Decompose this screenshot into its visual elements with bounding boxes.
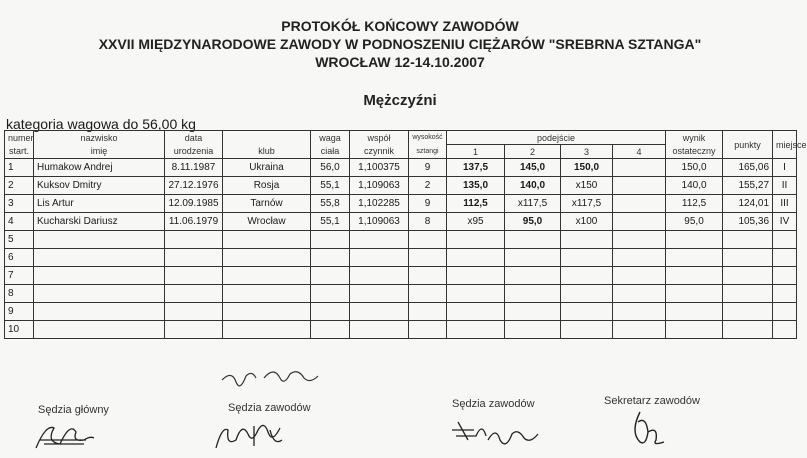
cell-final-result: 95,0 — [666, 213, 723, 231]
cell-final-result — [666, 249, 723, 267]
cell-club — [223, 321, 311, 339]
cell-number: 7 — [5, 267, 34, 285]
col-ciala: ciała — [311, 145, 350, 159]
protocol-title: PROTOKÓŁ KOŃCOWY ZAWODÓW — [281, 18, 519, 34]
competition-name: XXVII MIĘDZYNARODOWE ZAWODY W PODNOSZENIU CIĘŻARÓW "SREBRNA SZTANGA" — [98, 36, 702, 52]
cell-points: 155,27 — [723, 177, 773, 195]
cell-coefficient — [350, 321, 409, 339]
cell-club — [223, 267, 311, 285]
cell-birthdate — [165, 267, 223, 285]
cell-place — [773, 321, 797, 339]
cell-bodyweight: 55,8 — [311, 195, 350, 213]
cell-bodyweight: 56,0 — [311, 159, 350, 177]
cell-attempt-2 — [505, 321, 561, 339]
competition-place-date: WROCŁAW 12-14.10.2007 — [315, 54, 485, 70]
cell-attempt-2: 95,0 — [505, 213, 561, 231]
cell-bodyweight — [311, 249, 350, 267]
signature-label-secretary: Sekretarz zawodów — [604, 395, 700, 407]
cell-attempt-3: 150,0 — [561, 159, 613, 177]
cell-number: 10 — [5, 321, 34, 339]
results-table — [4, 130, 807, 339]
cell-attempt-3: x100 — [561, 213, 613, 231]
cell-attempt-4 — [613, 177, 666, 195]
cell-attempt-1 — [447, 285, 505, 303]
cell-bar-height — [409, 249, 447, 267]
col-podejscie: podejście — [447, 131, 666, 145]
cell-bodyweight: 55,1 — [311, 213, 350, 231]
cell-name: Lis Artur — [34, 195, 165, 213]
cell-bar-height — [409, 321, 447, 339]
col-klub: klub — [223, 145, 311, 159]
cell-place: I — [773, 159, 797, 177]
cell-club: Ukraina — [223, 159, 311, 177]
cell-number: 1 — [5, 159, 34, 177]
cell-name — [34, 303, 165, 321]
col-imie: imię — [34, 145, 165, 159]
cell-attempt-4 — [613, 231, 666, 249]
cell-points: 105,36 — [723, 213, 773, 231]
cell-coefficient — [350, 231, 409, 249]
cell-attempt-4 — [613, 321, 666, 339]
col-sztangi: sztangi — [409, 145, 447, 159]
cell-attempt-3: x150 — [561, 177, 613, 195]
cell-points — [723, 285, 773, 303]
cell-attempt-1 — [447, 267, 505, 285]
cell-attempt-1: 112,5 — [447, 195, 505, 213]
cell-birthdate: 11.06.1979 — [165, 213, 223, 231]
cell-attempt-4 — [613, 213, 666, 231]
cell-coefficient: 1,100375 — [350, 159, 409, 177]
cell-attempt-3 — [561, 303, 613, 321]
cell-coefficient — [350, 249, 409, 267]
cell-birthdate — [165, 249, 223, 267]
cell-attempt-3 — [561, 249, 613, 267]
cell-points — [723, 321, 773, 339]
cell-attempt-1: x95 — [447, 213, 505, 231]
cell-bodyweight — [311, 231, 350, 249]
cell-coefficient — [350, 285, 409, 303]
cell-attempt-4 — [613, 285, 666, 303]
cell-club — [223, 285, 311, 303]
cell-number: 2 — [5, 177, 34, 195]
col-wysokosc: wysokość — [409, 131, 447, 145]
cell-attempt-3: x117,5 — [561, 195, 613, 213]
handwritten-signature-judge-1 — [210, 418, 300, 454]
cell-name — [34, 321, 165, 339]
cell-bodyweight: 55,1 — [311, 177, 350, 195]
cell-place — [773, 267, 797, 285]
cell-club: Tarnów — [223, 195, 311, 213]
cell-number: 6 — [5, 249, 34, 267]
signature-label-chief-judge: Sędzia główny — [38, 404, 109, 416]
table-row — [5, 195, 797, 213]
col-ostateczny: ostateczny — [666, 145, 723, 159]
cell-final-result: 150,0 — [666, 159, 723, 177]
cell-attempt-3 — [561, 267, 613, 285]
cell-bar-height — [409, 231, 447, 249]
cell-attempt-3 — [561, 231, 613, 249]
cell-birthdate: 27.12.1976 — [165, 177, 223, 195]
cell-place: III — [773, 195, 797, 213]
cell-bar-height: 9 — [409, 159, 447, 177]
table-row — [5, 249, 797, 267]
cell-attempt-3 — [561, 321, 613, 339]
cell-attempt-2 — [505, 285, 561, 303]
cell-birthdate — [165, 303, 223, 321]
col-attempt-1: 1 — [447, 145, 505, 159]
cell-coefficient — [350, 303, 409, 321]
cell-name: Humakow Andrej — [34, 159, 165, 177]
cell-attempt-2: x117,5 — [505, 195, 561, 213]
handwritten-signature-top — [218, 362, 328, 392]
cell-bar-height — [409, 303, 447, 321]
col-start: start. — [5, 145, 34, 159]
cell-birthdate — [165, 285, 223, 303]
cell-number: 4 — [5, 213, 34, 231]
cell-bar-height: 2 — [409, 177, 447, 195]
cell-final-result — [666, 321, 723, 339]
cell-attempt-4 — [613, 159, 666, 177]
cell-attempt-2 — [505, 303, 561, 321]
col-miejsce: miejsce — [773, 139, 797, 153]
cell-attempt-2: 145,0 — [505, 159, 561, 177]
cell-name — [34, 231, 165, 249]
cell-attempt-1 — [447, 303, 505, 321]
cell-bar-height: 8 — [409, 213, 447, 231]
col-data: data — [165, 131, 223, 145]
col-punkty: punkty — [723, 139, 773, 153]
cell-attempt-2 — [505, 249, 561, 267]
cell-attempt-1 — [447, 321, 505, 339]
cell-name: Kucharski Dariusz — [34, 213, 165, 231]
cell-attempt-2 — [505, 267, 561, 285]
cell-final-result: 140,0 — [666, 177, 723, 195]
cell-bodyweight — [311, 285, 350, 303]
cell-name — [34, 267, 165, 285]
cell-club: Rosja — [223, 177, 311, 195]
cell-birthdate — [165, 321, 223, 339]
col-numer: numer — [5, 131, 34, 145]
cell-name — [34, 285, 165, 303]
cell-place: II — [773, 177, 797, 195]
cell-attempt-2 — [505, 231, 561, 249]
cell-points — [723, 231, 773, 249]
cell-name — [34, 249, 165, 267]
cell-place: IV — [773, 213, 797, 231]
cell-place — [773, 249, 797, 267]
cell-birthdate: 8.11.1987 — [165, 159, 223, 177]
cell-club — [223, 231, 311, 249]
cell-place — [773, 285, 797, 303]
cell-points — [723, 303, 773, 321]
signature-label-judge-2: Sędzia zawodów — [452, 398, 535, 410]
cell-club: Wrocław — [223, 213, 311, 231]
cell-bodyweight — [311, 267, 350, 285]
cell-final-result — [666, 303, 723, 321]
col-waga: waga — [311, 131, 350, 145]
table-row — [5, 303, 797, 321]
cell-birthdate: 12.09.1985 — [165, 195, 223, 213]
handwritten-signature-secretary — [620, 406, 680, 450]
cell-final-result — [666, 231, 723, 249]
cell-bar-height — [409, 285, 447, 303]
weight-category: kategoria wagowa do 56,00 kg — [6, 116, 196, 132]
handwritten-signature-judge-2 — [448, 412, 558, 452]
cell-birthdate — [165, 231, 223, 249]
col-czynnik: czynnik — [350, 145, 409, 159]
cell-final-result — [666, 285, 723, 303]
cell-attempt-1: 135,0 — [447, 177, 505, 195]
cell-attempt-1: 137,5 — [447, 159, 505, 177]
cell-final-result — [666, 267, 723, 285]
cell-bar-height: 9 — [409, 195, 447, 213]
cell-place — [773, 231, 797, 249]
col-attempt-4: 4 — [613, 145, 666, 159]
col-attempt-2: 2 — [505, 145, 561, 159]
table-row — [5, 231, 797, 249]
cell-bar-height — [409, 267, 447, 285]
signature-label-judge-1: Sędzia zawodów — [228, 402, 311, 414]
table-row — [5, 159, 797, 177]
handwritten-signature-chief-judge — [30, 418, 100, 454]
table-row — [5, 267, 797, 285]
cell-number: 3 — [5, 195, 34, 213]
gender-heading: Mężczyźni — [363, 92, 437, 109]
cell-coefficient: 1,109063 — [350, 213, 409, 231]
table-row — [5, 177, 797, 195]
col-attempt-3: 3 — [561, 145, 613, 159]
cell-coefficient: 1,109063 — [350, 177, 409, 195]
cell-coefficient: 1,102285 — [350, 195, 409, 213]
cell-points: 124,01 — [723, 195, 773, 213]
cell-club — [223, 303, 311, 321]
cell-attempt-3 — [561, 285, 613, 303]
cell-bodyweight — [311, 303, 350, 321]
table-row — [5, 321, 797, 339]
cell-points — [723, 267, 773, 285]
cell-name: Kuksov Dmitry — [34, 177, 165, 195]
table-row — [5, 213, 797, 231]
col-wspol: współ — [350, 131, 409, 145]
cell-final-result: 112,5 — [666, 195, 723, 213]
cell-attempt-2: 140,0 — [505, 177, 561, 195]
cell-attempt-4 — [613, 249, 666, 267]
cell-number: 5 — [5, 231, 34, 249]
cell-bodyweight — [311, 321, 350, 339]
cell-attempt-4 — [613, 195, 666, 213]
cell-number: 8 — [5, 285, 34, 303]
table-row — [5, 285, 797, 303]
cell-attempt-1 — [447, 231, 505, 249]
cell-number: 9 — [5, 303, 34, 321]
col-nazwisko: nazwisko — [34, 131, 165, 145]
cell-points: 165,06 — [723, 159, 773, 177]
cell-points — [723, 249, 773, 267]
col-wynik: wynik — [666, 131, 723, 145]
cell-attempt-1 — [447, 249, 505, 267]
cell-coefficient — [350, 267, 409, 285]
cell-attempt-4 — [613, 267, 666, 285]
cell-attempt-4 — [613, 303, 666, 321]
cell-club — [223, 249, 311, 267]
cell-place — [773, 303, 797, 321]
col-urodzenia: urodzenia — [165, 145, 223, 159]
